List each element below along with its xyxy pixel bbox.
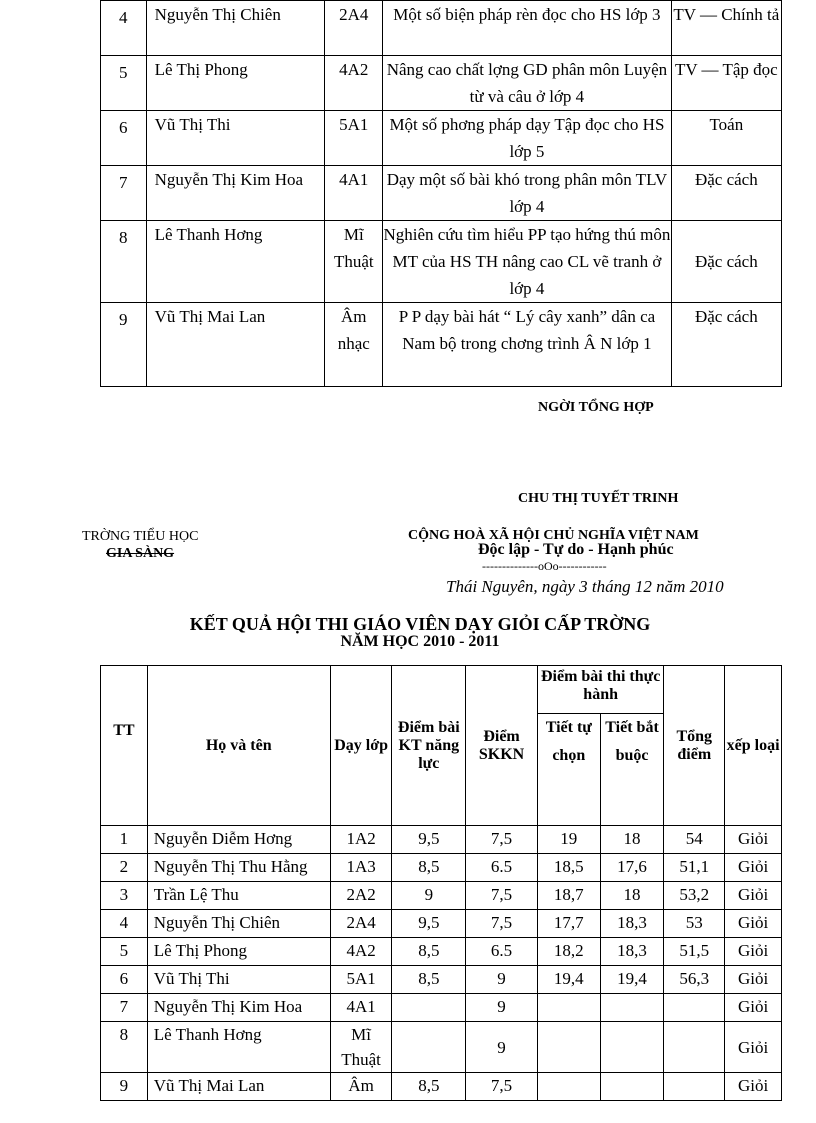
cell-mandatory — [600, 1073, 664, 1101]
cell-tt: 8 — [101, 1022, 148, 1073]
teacher-name: Lê Thị Phong — [146, 56, 325, 111]
class: 5A1 — [325, 111, 383, 166]
class: 2A4 — [325, 1, 383, 56]
cell-rank: Giỏi — [725, 966, 782, 994]
cell-kt: 8,5 — [392, 966, 466, 994]
header-tt: TT — [101, 666, 148, 826]
nation-title: CỘNG HOÀ XÃ HỘI CHỦ NGHĨA VIỆT NAM — [408, 528, 699, 543]
teacher-name: Nguyễn Thị Kim Hoa — [146, 166, 325, 221]
cell-mandatory — [600, 1022, 664, 1073]
cell-skkn: 9 — [466, 966, 538, 994]
area: Đặc cách — [671, 221, 781, 303]
cell-skkn: 7,5 — [466, 1073, 538, 1101]
divider: --------------oOo------------ — [482, 559, 607, 573]
area: TV — Chính tả — [671, 1, 781, 56]
cell-class: 1A3 — [330, 854, 392, 882]
cell-mandatory: 18 — [600, 882, 664, 910]
cell-class: 4A1 — [330, 994, 392, 1022]
class: 4A1 — [325, 166, 383, 221]
row-number: 8 — [101, 221, 147, 303]
cell-elective: 18,7 — [537, 882, 600, 910]
signature-role: NGỜI TỔNG HỢP — [538, 400, 654, 415]
cell-tt: 2 — [101, 854, 148, 882]
cell-mandatory: 18,3 — [600, 938, 664, 966]
cell-name: Lê Thị Phong — [147, 938, 330, 966]
date-line: Thái Nguyên, ngày 3 tháng 12 năm 2010 — [446, 577, 724, 596]
teacher-name: Vũ Thị Mai Lan — [146, 303, 325, 387]
cell-name: Lê Thanh Hơng — [147, 1022, 330, 1073]
cell-tt: 3 — [101, 882, 148, 910]
page-title: KẾT QUẢ HỘI THI GIÁO VIÊN DẠY GIỎI CẤP TRỜNG — [189, 614, 651, 634]
cell-skkn: 6.5 — [466, 938, 538, 966]
motto: Độc lập - Tự do - Hạnh phúc — [478, 541, 674, 558]
table-row — [101, 938, 782, 966]
table-row — [101, 1022, 782, 1073]
header-kt: Điểm bài KT năng lực — [392, 666, 466, 826]
cell-elective: 17,7 — [537, 910, 600, 938]
cell-skkn: 9 — [466, 994, 538, 1022]
table-row — [101, 826, 782, 854]
cell-mandatory: 19,4 — [600, 966, 664, 994]
cell-kt — [392, 1022, 466, 1073]
cell-rank: Giỏi — [725, 994, 782, 1022]
cell-tt: 5 — [101, 938, 148, 966]
table-row — [101, 910, 782, 938]
table-row — [101, 221, 782, 303]
cell-name: Vũ Thị Thi — [147, 966, 330, 994]
header-mandatory: Tiết bắt buộc — [600, 714, 664, 826]
school-name-line2: GIA SÀNG — [106, 546, 175, 561]
table-row — [101, 303, 782, 387]
area: Toán — [671, 111, 781, 166]
cell-total — [664, 1022, 725, 1073]
header-elective: Tiết tự chọn — [537, 714, 600, 826]
cell-mandatory: 17,6 — [600, 854, 664, 882]
cell-mandatory: 18,3 — [600, 910, 664, 938]
teacher-name: Nguyễn Thị Chiên — [146, 1, 325, 56]
class: 4A2 — [325, 56, 383, 111]
row-number: 7 — [101, 166, 147, 221]
cell-elective: 19 — [537, 826, 600, 854]
table-row — [101, 882, 782, 910]
cell-class: 1A2 — [330, 826, 392, 854]
cell-total: 53 — [664, 910, 725, 938]
cell-elective: 18,5 — [537, 854, 600, 882]
cell-total — [664, 1073, 725, 1101]
cell-skkn: 7,5 — [466, 882, 538, 910]
cell-class: Mĩ Thuật — [330, 1022, 392, 1073]
row-number: 5 — [101, 56, 147, 111]
cell-name: Nguyễn Thị Chiên — [147, 910, 330, 938]
results-table — [100, 665, 782, 1101]
topic: P P dạy bài hát “ Lý cây xanh” dân ca Nam bộ trong chơng trình Â N lớp 1 — [383, 303, 671, 387]
cell-tt: 6 — [101, 966, 148, 994]
cell-rank: Giỏi — [725, 826, 782, 854]
area: TV — Tập đọc — [671, 56, 781, 111]
cell-skkn: 9 — [466, 1022, 538, 1073]
cell-mandatory: 18 — [600, 826, 664, 854]
initiative-table — [100, 0, 782, 387]
cell-class: 5A1 — [330, 966, 392, 994]
school-name: TRỜNG TIỂU HỌC — [82, 529, 199, 544]
cell-kt — [392, 994, 466, 1022]
cell-rank: Giỏi — [725, 1022, 782, 1073]
cell-name: Vũ Thị Mai Lan — [147, 1073, 330, 1101]
table-row — [101, 994, 782, 1022]
row-number: 4 — [101, 1, 147, 56]
cell-name: Trần Lệ Thu — [147, 882, 330, 910]
row-number: 6 — [101, 111, 147, 166]
cell-elective: 19,4 — [537, 966, 600, 994]
class: Mĩ Thuật — [325, 221, 383, 303]
cell-tt: 9 — [101, 1073, 148, 1101]
cell-total: 56,3 — [664, 966, 725, 994]
page-subtitle: NĂM HỌC 2010 - 2011 — [340, 633, 500, 650]
header-skkn: Điểm SKKN — [466, 666, 538, 826]
cell-kt: 8,5 — [392, 854, 466, 882]
cell-total — [664, 994, 725, 1022]
table-row — [101, 166, 782, 221]
area: Đặc cách — [671, 166, 781, 221]
class: Âm nhạc — [325, 303, 383, 387]
cell-name: Nguyễn Thị Kim Hoa — [147, 994, 330, 1022]
cell-rank: Giỏi — [725, 1073, 782, 1101]
header-practice: Điểm bài thi thực hành — [537, 666, 663, 714]
cell-tt: 7 — [101, 994, 148, 1022]
table-row — [101, 1073, 782, 1101]
table-row — [101, 56, 782, 111]
topic: Một số phơng pháp dạy Tập đọc cho HS lớp 5 — [383, 111, 671, 166]
header-total: Tổng điểm — [664, 666, 725, 826]
cell-total: 54 — [664, 826, 725, 854]
table-row — [101, 854, 782, 882]
topic: Nâng cao chất lợng GD phân môn Luyện từ và câu ở lớp 4 — [383, 56, 671, 111]
header-rank: xếp loại — [725, 666, 782, 826]
cell-name: Nguyễn Diễm Hơng — [147, 826, 330, 854]
cell-name: Nguyễn Thị Thu Hằng — [147, 854, 330, 882]
cell-skkn: 6.5 — [466, 854, 538, 882]
cell-rank: Giỏi — [725, 938, 782, 966]
topic: Một số biện pháp rèn đọc cho HS lớp 3 — [383, 1, 671, 56]
cell-tt: 1 — [101, 826, 148, 854]
cell-mandatory — [600, 994, 664, 1022]
teacher-name: Vũ Thị Thi — [146, 111, 325, 166]
signature-name: CHU THỊ TUYẾT TRINH — [518, 491, 679, 506]
teacher-name: Lê Thanh Hơng — [146, 221, 325, 303]
cell-total: 53,2 — [664, 882, 725, 910]
cell-class: 2A4 — [330, 910, 392, 938]
cell-rank: Giỏi — [725, 882, 782, 910]
cell-elective — [537, 1022, 600, 1073]
table-row — [101, 111, 782, 166]
cell-kt: 9,5 — [392, 910, 466, 938]
cell-rank: Giỏi — [725, 910, 782, 938]
topic: Dạy một số bài khó trong phân môn TLV lớp 4 — [383, 166, 671, 221]
cell-kt: 9,5 — [392, 826, 466, 854]
cell-rank: Giỏi — [725, 854, 782, 882]
header-name: Họ và tên — [147, 666, 330, 826]
cell-skkn: 7,5 — [466, 910, 538, 938]
cell-elective — [537, 1073, 600, 1101]
cell-kt: 9 — [392, 882, 466, 910]
cell-tt: 4 — [101, 910, 148, 938]
cell-kt: 8,5 — [392, 938, 466, 966]
cell-class: 4A2 — [330, 938, 392, 966]
cell-total: 51,1 — [664, 854, 725, 882]
header-class: Dạy lớp — [330, 666, 392, 826]
area: Đặc cách — [671, 303, 781, 387]
cell-class: 2A2 — [330, 882, 392, 910]
cell-elective — [537, 994, 600, 1022]
cell-skkn: 7,5 — [466, 826, 538, 854]
table-row — [101, 966, 782, 994]
row-number: 9 — [101, 303, 147, 387]
topic: Nghiên cứu tìm hiểu PP tạo hứng thú môn MT của HS TH nâng cao CL vẽ tranh ở lớp 4 — [383, 221, 671, 303]
cell-kt: 8,5 — [392, 1073, 466, 1101]
table-row — [101, 1, 782, 56]
cell-class: Âm — [330, 1073, 392, 1101]
cell-total: 51,5 — [664, 938, 725, 966]
cell-elective: 18,2 — [537, 938, 600, 966]
